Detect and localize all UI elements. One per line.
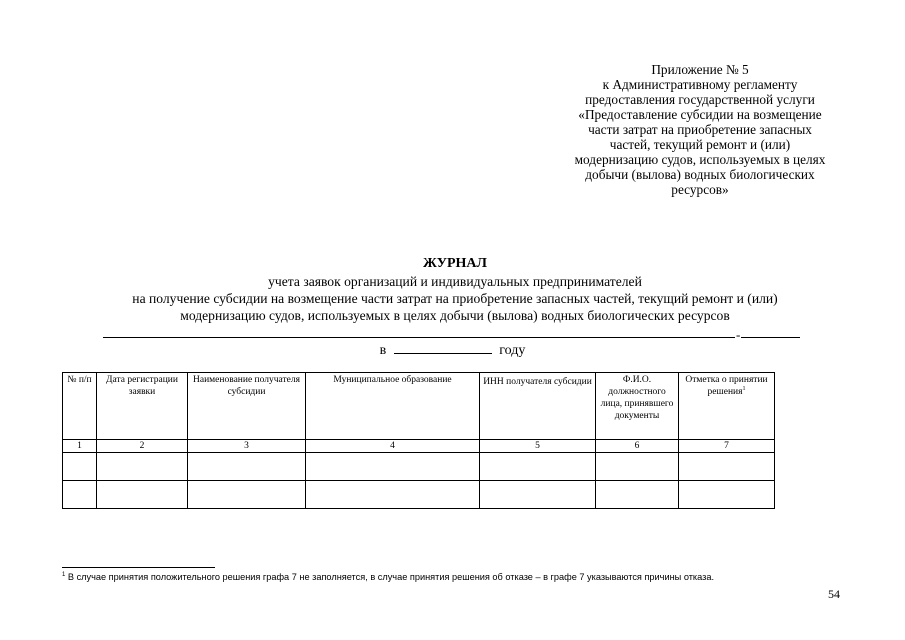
footnote xyxy=(62,572,714,582)
appendix-line: Приложение № 5 xyxy=(651,62,749,77)
table-cell xyxy=(679,453,775,481)
table-cell xyxy=(596,481,679,509)
year-suffix: году xyxy=(499,343,526,358)
column-number: 2 xyxy=(97,440,188,453)
column-header-label: Отметка о принятии решения xyxy=(685,375,768,397)
journal-subtitle-line: на получение субсидии на возмещение части затрат на приобретение запасных частей, текущий ремонт и (или) xyxy=(132,291,778,306)
suffix-blank-line xyxy=(741,337,800,338)
table-cell xyxy=(480,481,596,509)
table-cell xyxy=(188,481,306,509)
appendix-block xyxy=(540,62,860,197)
footnote-ref: 1 xyxy=(742,385,746,392)
column-number: 3 xyxy=(188,440,306,453)
organization-blank-line xyxy=(103,337,735,338)
table-header-row xyxy=(63,373,775,440)
table-row xyxy=(63,453,775,481)
table-cell xyxy=(596,453,679,481)
column-number: 7 xyxy=(679,440,775,453)
appendix-line: «Предоставление субсидии на возмещение xyxy=(578,107,822,122)
footnote-separator xyxy=(62,567,215,568)
column-header: Дата регистрации заявки xyxy=(97,373,188,440)
column-header: Наименование получателя субсидии xyxy=(188,373,306,440)
table-row xyxy=(63,481,775,509)
dash-separator: - xyxy=(736,327,741,342)
year-prefix: в xyxy=(379,343,387,358)
appendix-line: добычи (вылова) водных биологических xyxy=(585,167,815,182)
appendix-line: модернизацию судов, используемых в целях xyxy=(574,152,826,167)
appendix-line: частей, текущий ремонт и (или) xyxy=(609,137,791,152)
journal-subtitle-line: модернизацию судов, используемых в целях добычи (вылова) водных биологических ресурсов xyxy=(180,308,730,323)
column-number: 5 xyxy=(480,440,596,453)
table-cell xyxy=(63,481,97,509)
appendix-line: к Административному регламенту xyxy=(602,77,798,92)
column-header: Муниципальное образование xyxy=(306,373,480,440)
journal-subtitle-line: учета заявок организаций и индивидуальных предпринимателей xyxy=(268,274,642,289)
column-number: 4 xyxy=(306,440,480,453)
column-header: Ф.И.О. должностного лица, принявшего документы xyxy=(596,373,679,440)
page-number: 54 xyxy=(828,587,840,601)
journal-table xyxy=(62,372,775,509)
footnote-mark: 1 xyxy=(62,571,66,578)
table-cell xyxy=(306,453,480,481)
appendix-line: части затрат на приобретение запасных xyxy=(588,122,812,137)
journal-heading xyxy=(60,255,850,324)
table-cell xyxy=(97,453,188,481)
table-cell xyxy=(306,481,480,509)
table-cell xyxy=(188,453,306,481)
column-header-decision xyxy=(679,373,775,440)
table-cell xyxy=(679,481,775,509)
column-header: № п/п xyxy=(63,373,97,440)
year-blank xyxy=(394,341,492,354)
column-number: 1 xyxy=(63,440,97,453)
column-header: ИНН получателя субсидии xyxy=(480,373,596,440)
appendix-line: предоставления государственной услуги xyxy=(585,92,815,107)
journal-title: ЖУРНАЛ xyxy=(423,256,487,271)
column-number: 6 xyxy=(596,440,679,453)
year-line xyxy=(0,341,905,359)
column-number-row xyxy=(63,440,775,453)
footnote-text: В случае принятия положительного решения графа 7 не заполняется, в случае принятия решения об отказе – в графе 7 указываются причины отказа. xyxy=(65,572,715,582)
appendix-line: ресурсов» xyxy=(671,182,729,197)
table-cell xyxy=(480,453,596,481)
table-cell xyxy=(97,481,188,509)
table-cell xyxy=(63,453,97,481)
